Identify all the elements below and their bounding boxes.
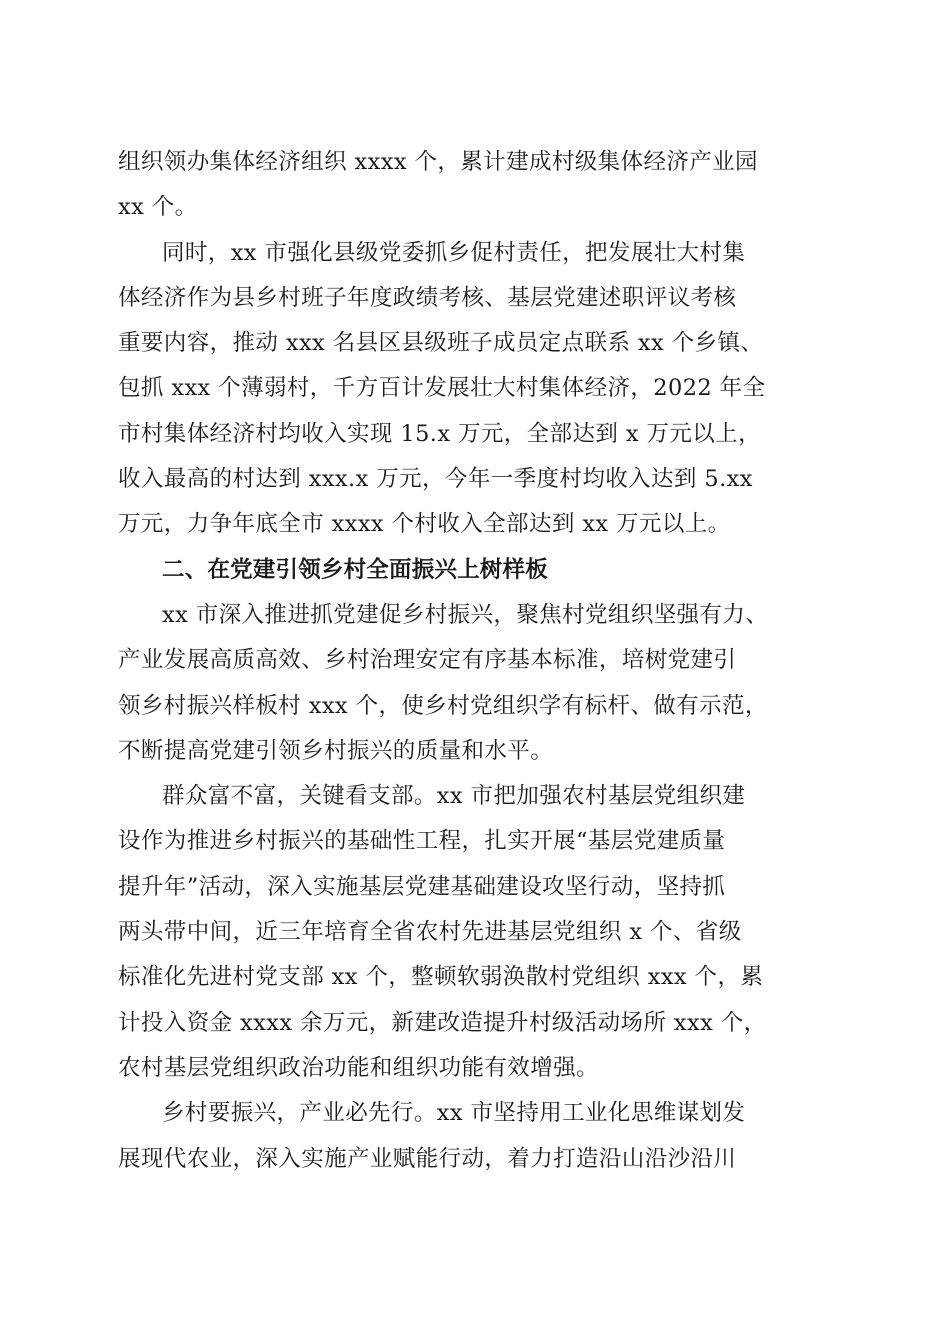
paragraph-line: 万元，力争年底全市 xxxx 个村收入全部达到 xx 万元以上。 [118,511,731,538]
paragraph-line: 体经济作为县乡村班子年度政绩考核、基层党建述职评议考核 [118,284,737,311]
paragraph-line: 群众富不富，关键看支部。xx 市把加强农村基层党组织建 [162,783,746,810]
paragraph-line: 收入最高的村达到 xxx.x 万元，今年一季度村均收入达到 5.xx [118,466,753,493]
paragraph-line: 展现代农业，深入实施产业赋能行动，着力打造沿山沿沙沿川 [118,1145,737,1172]
section-heading: 二、在党建引领乡村全面振兴上树样板 [162,556,548,583]
paragraph-line: xx 市深入推进抓党建促乡村振兴，聚焦村党组织坚强有力、 [162,601,769,628]
paragraph-line: 市村集体经济村均收入实现 15.x 万元，全部达到 x 万元以上， [118,420,761,447]
paragraph-line: 同时，xx 市强化县级党委抓乡促村责任，把发展壮大村集 [162,239,746,266]
paragraph-line: 领乡村振兴样板村 xxx 个，使乡村党组织学有标杆、做有示范， [118,692,768,719]
paragraph-line: 设作为推进乡村振兴的基础性工程，扎实开展“基层党建质量 [118,828,726,855]
paragraph-line: 农村基层党组织政治功能和组织功能有效增强。 [118,1054,599,1081]
paragraph-line: 不断提高党建引领乡村振兴的质量和水平。 [118,737,554,764]
paragraph-line: 包抓 xxx 个薄弱村，千方百计发展壮大村集体经济，2022 年全 [118,375,766,402]
paragraph-line: 标准化先进村党支部 xx 个，整顿软弱涣散村党组织 xxx 个，累 [118,964,764,991]
paragraph-line: 组织领办集体经济组织 xxxx 个，累计建成村级集体经济产业园 [118,149,758,175]
paragraph-line: xx 个。 [118,194,198,221]
paragraph-line: 产业发展高质高效、乡村治理安定有序基本标准，培树党建引 [118,647,737,674]
document-body [118,140,838,1182]
paragraph-line: 计投入资金 xxxx 余万元，新建改造提升村级活动场所 xxx 个， [118,1009,767,1036]
paragraph-line: 重要内容，推动 xxx 名县区县级班子成员定点联系 xx 个乡镇、 [118,330,764,357]
paragraph-line: 提升年”活动，深入实施基层党建基础建设攻坚行动，坚持抓 [118,873,726,900]
paragraph-line: 两头带中间，近三年培育全省农村先进基层党组织 x 个、省级 [118,919,742,946]
paragraph-line: 乡村要振兴，产业必先行。xx 市坚持用工业化思维谋划发 [162,1100,746,1127]
